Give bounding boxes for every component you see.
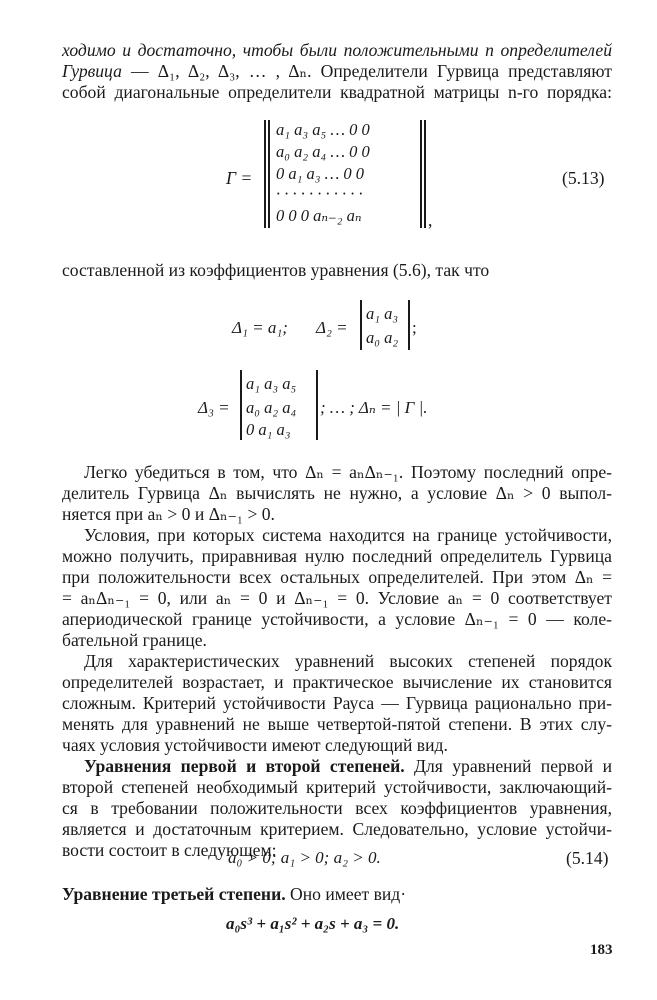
delta-3-row-2: a₀ a₂ a₄ <box>246 398 297 417</box>
delta-1: Δ₁ = a₁; <box>232 318 288 337</box>
para4-line-4: является и достаточным критерием. Следовательно, условие устойчи- <box>62 819 612 839</box>
para4-line-2: второй степеней необходимый критерий устойчивости, заключающий- <box>62 777 612 797</box>
delta-3-row-1: a₁ a₃ a₅ <box>246 374 297 393</box>
page-number: 183 <box>590 942 613 958</box>
matrix-row-2: a₀ a₂ a₄ … 0 0 <box>276 142 370 161</box>
after-matrix-text: составленной из коэффициентов уравнения (5.6), так что <box>62 260 490 280</box>
delta-3-rest: ; … ; Δₙ = | Г |. <box>320 398 428 417</box>
intro-line-2: Гурвица — Δ₁, Δ₂, Δ₃, … , Δₙ. Определители Гурвица представляют <box>62 61 612 81</box>
para3-line-3: сложным. Критерий устойчивости Рауса — Гурвица рационально при- <box>62 693 612 713</box>
matrix-row-last: 0 0 0 aₙ₋₂ aₙ <box>276 206 362 225</box>
para2-line-2: можно получить, приравнивая нулю последний определитель Гурвица <box>62 546 612 566</box>
hurwitz-matrix <box>264 120 426 228</box>
para1-line-3: няется при aₙ > 0 и Δₙ₋₁ > 0. <box>62 504 275 524</box>
para4-line-5: вости состоит в следующем: <box>62 840 277 860</box>
para5-line-1: Уравнение третьей степени. Оно имеет вид· <box>62 884 407 904</box>
para2-line-1: Условия, при которых система находится на границе устойчивости, <box>84 525 612 545</box>
delta-2-trail: ; <box>412 318 417 337</box>
eq-cubic: a₀s³ + a₁s² + a₂s + a₃ = 0. <box>226 914 400 933</box>
delta-3-lhs: Δ₃ = <box>198 398 230 417</box>
intro-line-3: собой диагональные определители квадратной матрицы n-го порядка: <box>62 82 612 102</box>
matrix-trail: , <box>428 210 433 230</box>
matrix-row-1: a₁ a₃ a₅ … 0 0 <box>276 120 370 139</box>
matrix-row-3: 0 a₁ a₃ … 0 0 <box>276 164 365 183</box>
eq-label-5-14: (5.14) <box>566 848 609 868</box>
delta-3-row-3: 0 a₁ a₃ <box>246 420 291 439</box>
para1-line-1: Легко убедиться в том, что Δₙ = aₙΔₙ₋₁. Поэтому последний опре- <box>84 462 612 482</box>
para2-line-4: = aₙΔₙ₋₁ = 0, или aₙ = 0 и Δₙ₋₁ = 0. Условие aₙ = 0 соответствует <box>62 588 612 608</box>
intro-line-1: ходимо и достаточно, чтобы были положительными n определителей <box>62 40 612 60</box>
para1-line-2: делитель Гурвица Δₙ вычислять не нужно, а условие Δₙ > 0 выпол- <box>62 483 612 503</box>
delta-2-row-2: a₀ a₂ <box>366 328 399 347</box>
delta-2-lhs: Δ₂ = <box>316 318 348 337</box>
para2-line-6: бательной границе. <box>62 630 207 650</box>
eq-5-14: a₀ > 0; a₁ > 0; a₂ > 0. <box>228 848 381 867</box>
para3-line-2: определителей возрастает, и практическое вычисление их становится <box>62 672 612 692</box>
matrix-lhs: Г = <box>226 168 253 188</box>
para3-line-1: Для характеристических уравнений высоких степеней порядок <box>84 651 612 671</box>
para4-line-3: ся в требовании положительности всех коэффициентов уравнения, <box>62 798 612 818</box>
para2-line-5: апериодической границе устойчивости, а условие Δₙ₋₁ = 0 — коле- <box>62 609 612 629</box>
para3-line-4: менять для уравнений не выше четвертой-пятой степени. В этих слу- <box>62 714 612 734</box>
eq-label-5-13: (5.13) <box>562 168 605 188</box>
para3-line-5: чаях условия устойчивости имеют следующий вид. <box>62 735 448 755</box>
matrix-row-dots: · · · · · · · · · · · <box>276 184 363 203</box>
para2-line-3: при положительности всех остальных определителей. При этом Δₙ = <box>62 567 612 587</box>
delta-2-row-1: a₁ a₃ <box>366 304 399 323</box>
para4-line-1: Уравнения первой и второй степеней. Для уравнений первой и <box>84 756 612 776</box>
